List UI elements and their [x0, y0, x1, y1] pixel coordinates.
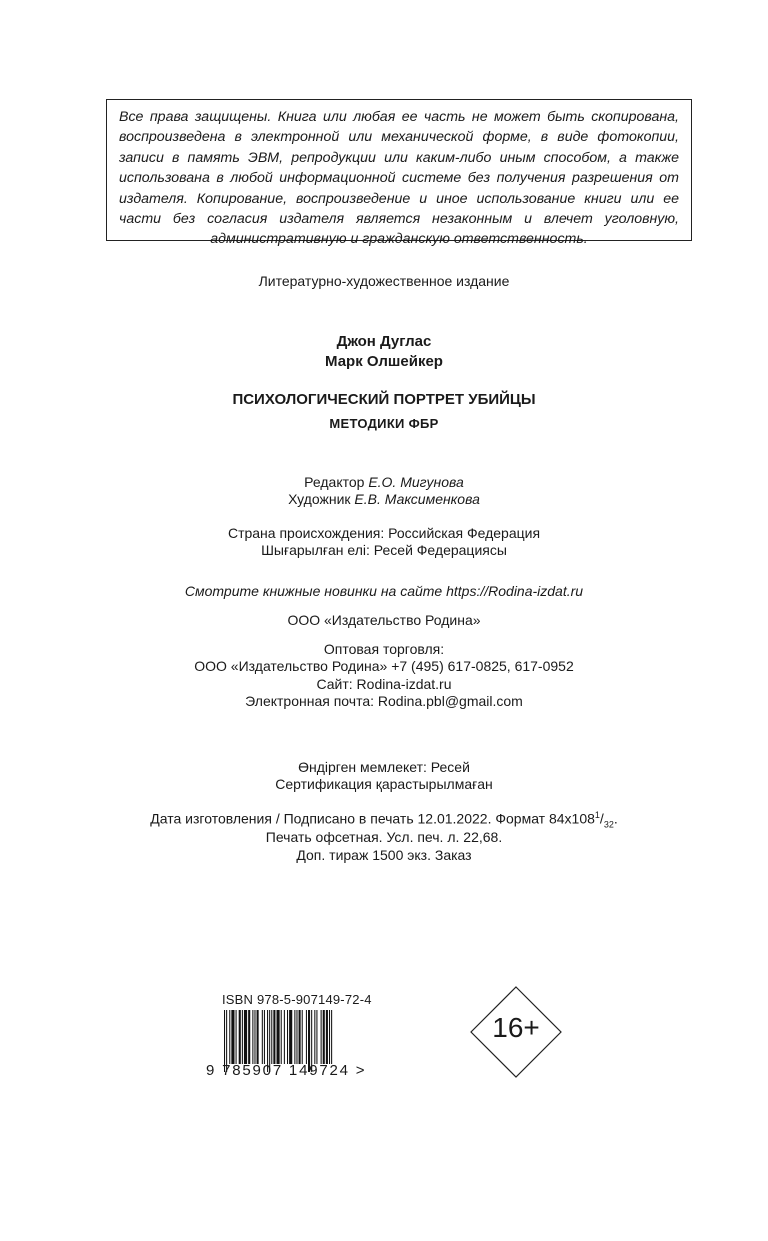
- barcode-bar: [252, 1010, 253, 1064]
- barcode-bar: [296, 1010, 297, 1064]
- barcode-bar: [244, 1010, 247, 1064]
- barcode-bar: [231, 1010, 234, 1064]
- editor-credit: [0, 474, 768, 490]
- format-sep: /: [599, 810, 604, 827]
- barcode-bar: [306, 1010, 307, 1064]
- edition-type: Литературно-художественное издание: [258, 273, 510, 289]
- print-date-format: [0, 810, 768, 829]
- print-run: Доп. тираж 1500 экз. Заказ: [296, 847, 472, 863]
- artist-name: Е.В. Максименкова: [354, 491, 480, 507]
- barcode-bar: [284, 1010, 285, 1064]
- barcode-digits: 9 785907 149724 >: [206, 1062, 367, 1079]
- barcode-bar: [257, 1010, 259, 1064]
- wholesale-heading: Оптовая торговля:: [323, 641, 445, 657]
- origin-country-ru: Страна происхождения: Российская Федерация: [227, 525, 541, 541]
- barcode-bar: [329, 1010, 330, 1064]
- barcode-bar: [294, 1010, 295, 1064]
- barcode-bar: [287, 1010, 288, 1064]
- artist-label: Художник: [288, 491, 351, 507]
- format-end: .: [613, 810, 618, 827]
- author-1: Джон Дуглас: [336, 333, 432, 350]
- wholesale-phones: ООО «Издательство Родина» +7 (495) 617-0825, 617-0952: [194, 658, 574, 674]
- author-2: Марк Олшейкер: [325, 353, 443, 370]
- barcode-bar: [316, 1010, 317, 1064]
- barcode-bar: [264, 1010, 265, 1064]
- barcode-bar: [277, 1010, 280, 1064]
- barcode-bar: [299, 1010, 301, 1064]
- barcode-bar: [302, 1010, 303, 1064]
- age-rating: 16+: [492, 1012, 540, 1043]
- print-date-text: Дата изготовления / Подписано в печать 12.01.2022. Формат 84x108: [150, 810, 595, 827]
- barcode-bar: [248, 1010, 250, 1064]
- barcode-bar: [273, 1010, 275, 1064]
- copyright-notice-box: [106, 99, 692, 248]
- barcode-bar: [326, 1010, 328, 1064]
- wholesale-email: Электронная почта: Rodina.pbl@gmail.com: [245, 693, 523, 709]
- print-paper: Печать офсетная. Усл. печ. л. 22,68.: [265, 829, 503, 845]
- editor-name: Е.О. Мигунова: [368, 474, 464, 490]
- barcode-bar: [229, 1010, 230, 1064]
- copyright-notice-text: Все права защищены. Книга или любая ее часть не может быть скопирована, воспроизведена в электронной или механической форме, в виде фотокопии, записи в память ЭВМ, репродукции или каким-либо иным способом, а также использована в любой информационной системе без получения разрешения от издателя. Копирование, воспроизведение и иное использование книги или ее части без согласия издателя является незаконным и влечет уголовную, административную и гражданскую ответственность.: [119, 109, 679, 248]
- barcode-bar: [331, 1010, 332, 1064]
- wholesale-site: Сайт: Rodina-izdat.ru: [316, 676, 452, 692]
- website-note: Смотрите книжные новинки на сайте https://Rodina-izdat.ru: [184, 583, 584, 599]
- origin-country-kz: Шығарылған елі: Ресей Федерациясы: [261, 542, 507, 558]
- barcode-bar: [281, 1010, 282, 1064]
- barcode-bar: [289, 1010, 292, 1064]
- format-sub: 32: [603, 819, 614, 830]
- isbn-label: ISBN 978-5-907149-72-4: [222, 992, 372, 1007]
- barcode-bar: [242, 1010, 243, 1064]
- book-title: ПСИХОЛОГИЧЕСКИЙ ПОРТРЕТ УБИЙЦЫ: [232, 391, 536, 408]
- artist-credit: [0, 491, 768, 507]
- barcode-bar: [254, 1010, 255, 1064]
- publisher-name: ООО «Издательство Родина»: [287, 612, 481, 628]
- barcode-bar: [314, 1010, 315, 1064]
- book-subtitle: МЕТОДИКИ ФБР: [329, 416, 439, 431]
- barcode-bar: [262, 1010, 263, 1064]
- format-sup: 1: [594, 810, 600, 820]
- barcode-bar: [323, 1010, 325, 1064]
- barcode-bar: [321, 1010, 322, 1064]
- barcode-bar: [271, 1010, 272, 1064]
- manufacturer-country: Өндірген мемлекет: Ресей: [298, 759, 470, 775]
- barcode-bar: [236, 1010, 237, 1064]
- certification-note: Сертификация қарастырылмаған: [275, 776, 493, 792]
- editor-label: Редактор: [304, 474, 365, 490]
- barcode-bar: [239, 1010, 241, 1064]
